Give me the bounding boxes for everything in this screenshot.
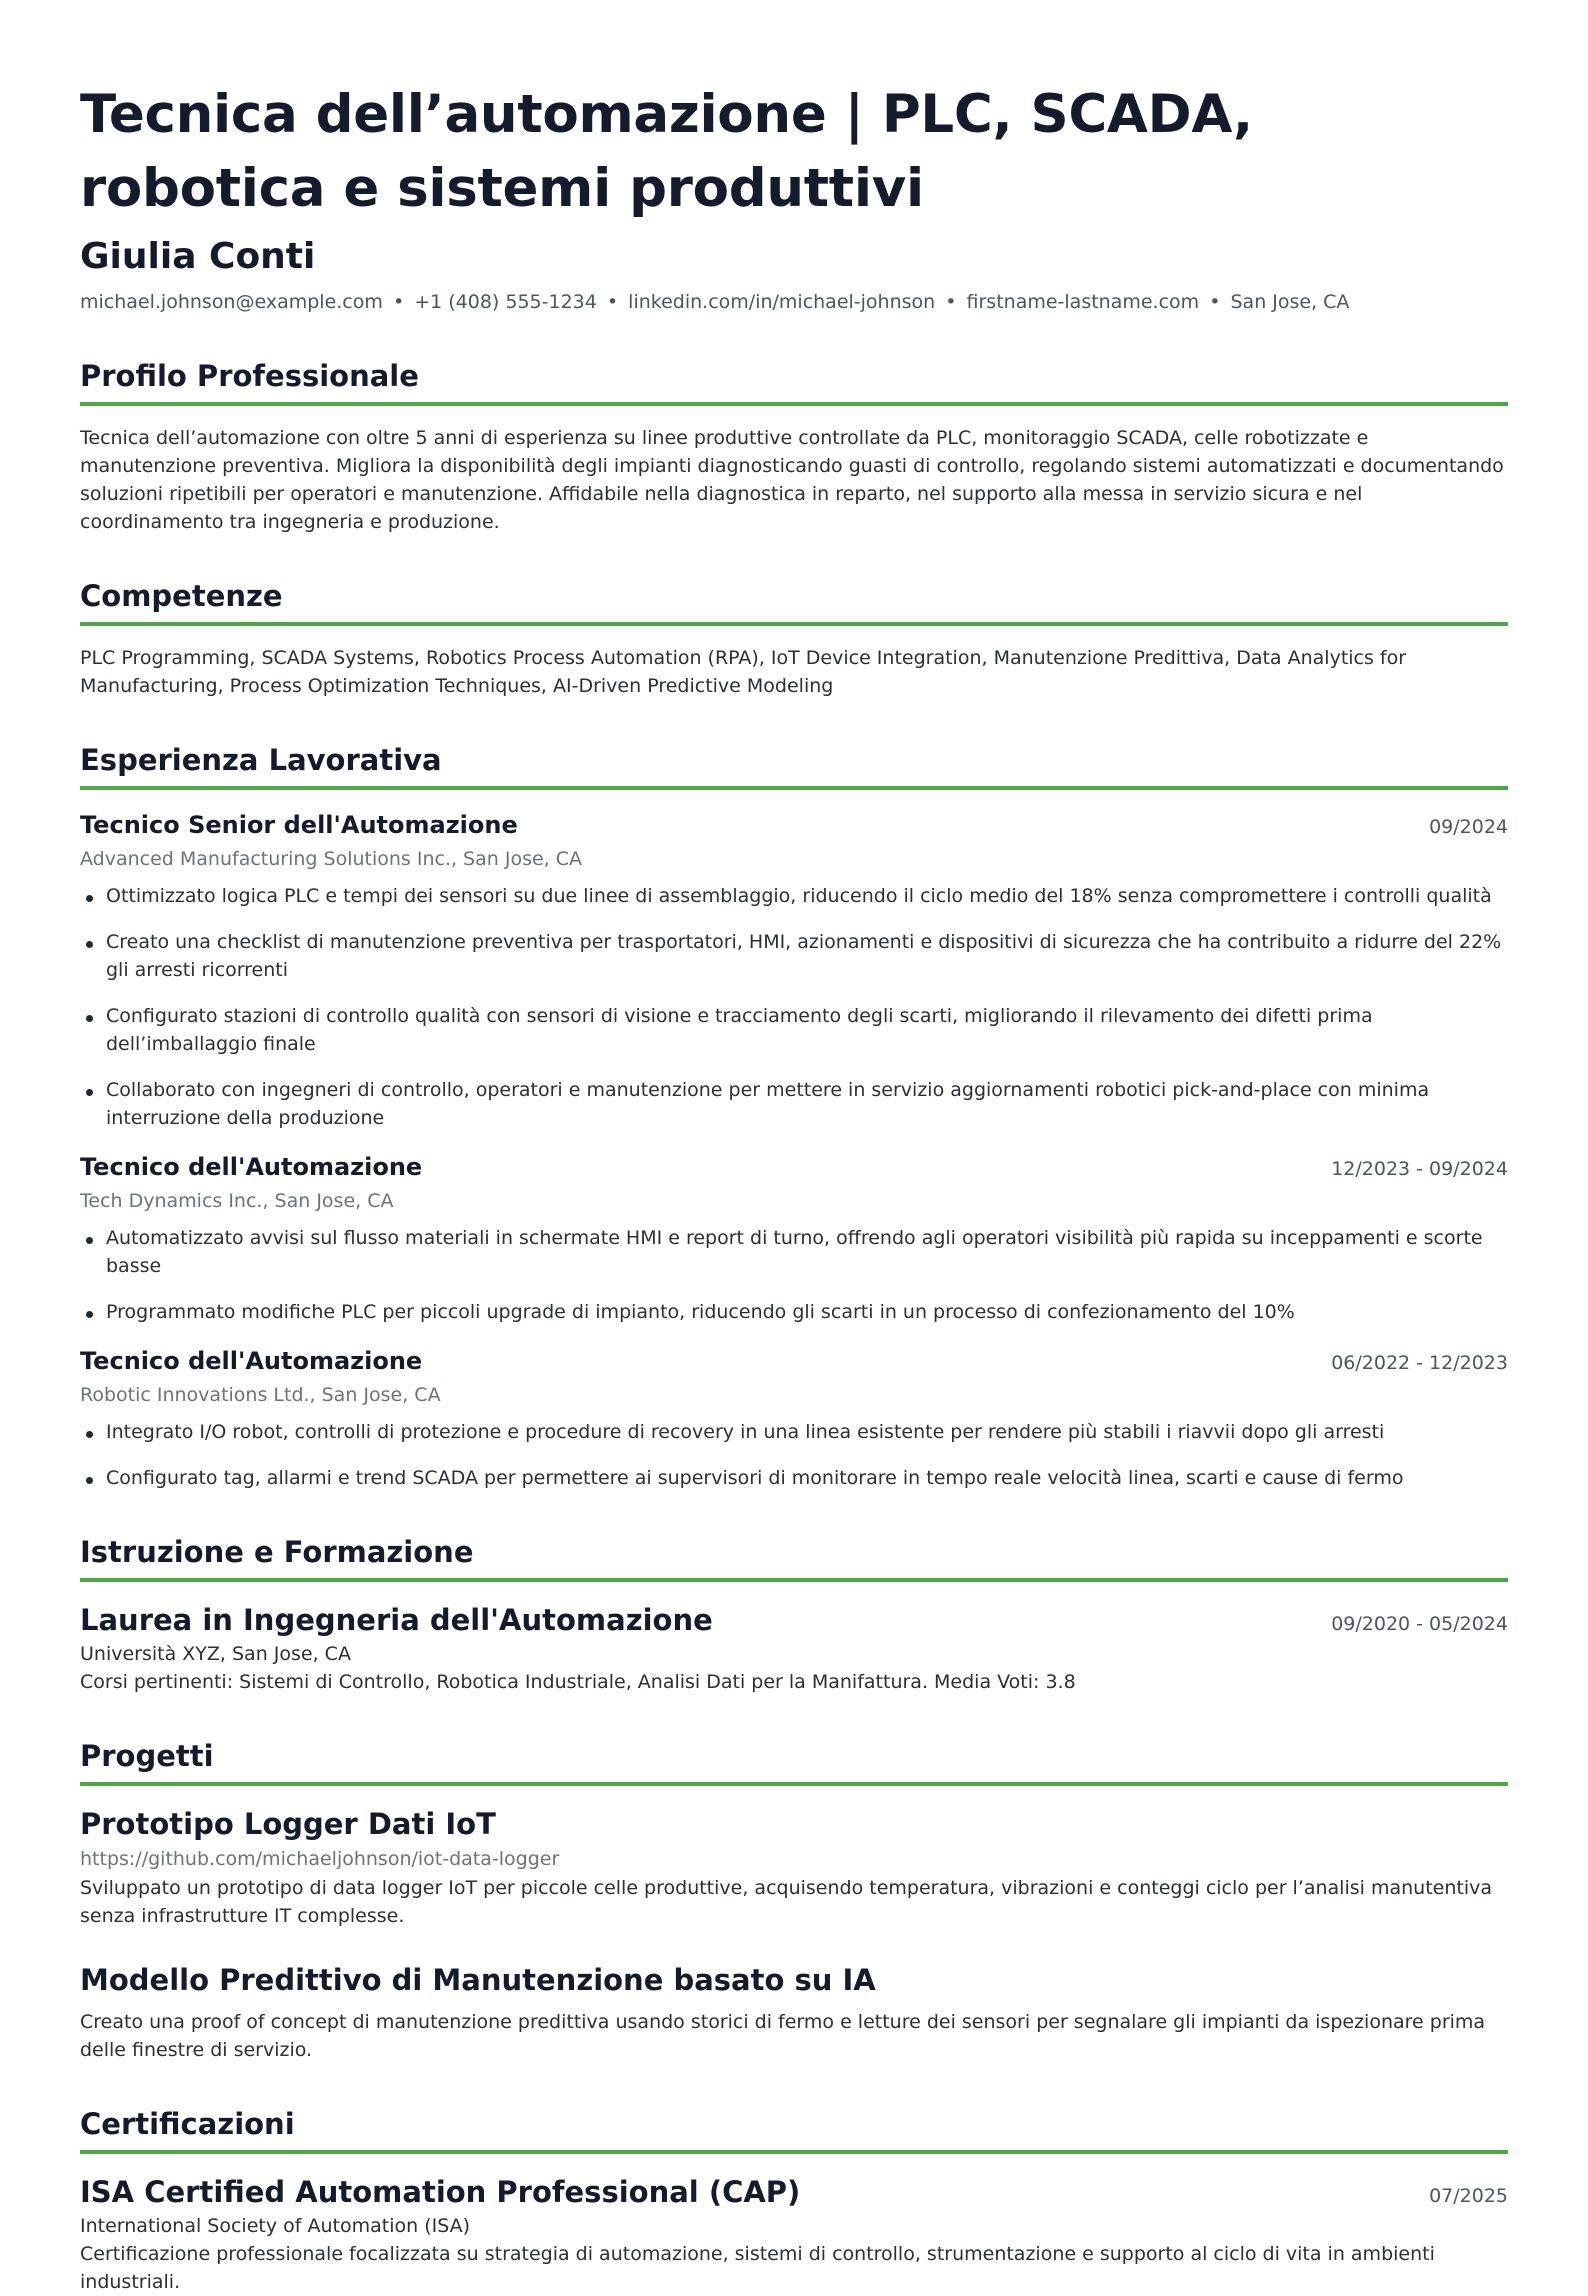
profile-text: Tecnica dell’automazione con oltre 5 anni di esperienza su linee produttive controllate da PLC, monitoraggio SCADA, celle robotizzate e manutenzione preventiva. Migliora la disponibilità degli impianti diagnosticando guasti di controllo, regolando sistemi automatizzati e documentando soluzioni ripetibili per operatori e manutenzione. Affidabile nella diagnostica in reparto, nel supporto alla messa in servizio sicura e nel coordinamento tra ingegneria e produzione. [80,427,1504,533]
school-name: Università XYZ, San Jose, CA [80,1643,351,1665]
projects-section [80,1736,1508,2064]
bullet-icon [86,1237,93,1244]
section-heading: Esperienza Lavorativa [80,740,1508,790]
list-item: Collaborato con ingegneri di controllo, operatori e manutenzione per mettere in servizio aggiornamenti robotici pick-and-place con minima interruzione della produzione [80,1076,1508,1132]
candidate-name: Giulia Conti [80,236,316,277]
education-details: Corsi pertinenti: Sistemi di Controllo, Robotica Industriale, Analisi Dati per la Manifattura. Media Voti: 3.8 [80,1671,1076,1693]
certification-title: ISA Certified Automation Professional (CAP) [80,2175,801,2209]
job-entry [80,1150,1508,1326]
list-item: Configurato tag, allarmi e trend SCADA per permettere ai supervisori di monitorare in tempo reale velocità linea, scarti e cause di fermo [80,1464,1508,1492]
bullet-icon [86,1089,93,1096]
separator: • [1209,291,1221,313]
list-item: Automatizzato avvisi sul flusso materiali in schermate HMI e report di turno, offrendo agli operatori visibilità più rapida su inceppamenti e scorte basse [80,1224,1508,1280]
certification-issuer: International Society of Automation (ISA) [80,2215,471,2237]
bullet-icon [86,1477,93,1484]
job-bullets [80,1418,1508,1492]
job-date: 12/2023 - 09/2024 [1331,1158,1508,1180]
certification-description: Certificazione professionale focalizzata su strategia di automazione, sistemi di controllo, strumentazione e supporto al ciclo di vita in ambienti industriali. [80,2243,1435,2293]
project-description: Sviluppato un prototipo di data logger IoT per piccole celle produttive, acquisendo temperatura, vibrazioni e conteggi ciclo per l’analisi manutentiva senza infrastrutture IT complesse. [80,1877,1492,1927]
website-link[interactable]: firstname-lastname.com [966,291,1200,313]
job-title: Tecnico dell'Automazione [80,1153,423,1181]
bullet-icon [86,1431,93,1438]
project-title: Prototipo Logger Dati IoT [80,1807,496,1841]
bullet-icon [86,941,93,948]
project-title: Modello Predittivo di Manutenzione basato su IA [80,1963,876,1997]
resume-page [80,78,1508,2296]
job-company: Robotic Innovations Ltd., San Jose, CA [80,1384,441,1406]
location: San Jose, CA [1230,291,1350,313]
degree-title: Laurea in Ingegneria dell'Automazione [80,1603,713,1637]
section-heading: Istruzione e Formazione [80,1532,1508,1582]
separator: • [945,291,957,313]
section-heading: Progetti [80,1736,1508,1786]
project-link[interactable]: https://github.com/michaeljohnson/iot-data-logger [80,1848,560,1870]
list-item: Programmato modifiche PLC per piccoli upgrade di impianto, riducendo gli scarti in un processo di confezionamento del 10% [80,1298,1508,1326]
bullet-icon [86,895,93,902]
project-entry [80,1960,1508,2064]
education-date: 09/2020 - 05/2024 [1331,1613,1508,1635]
job-entry [80,808,1508,1132]
phone-number[interactable]: +1 (408) 555-1234 [414,291,597,313]
certifications-section [80,2104,1508,2296]
experience-section [80,740,1508,1492]
certification-date: 07/2025 [1429,2185,1508,2207]
contact-line [80,288,1508,316]
education-section [80,1532,1508,1696]
list-item: Integrato I/O robot, controlli di protezione e procedure di recovery in una linea esistente per rendere più stabili i riavvii dopo gli arresti [80,1418,1508,1446]
linkedin-link[interactable]: linkedin.com/in/michael-johnson [628,291,936,313]
project-description: Creato una proof of concept di manutenzione predittiva usando storici di fermo e letture dei sensori per segnalare gli impianti da ispezionare prima delle finestre di servizio. [80,2011,1486,2061]
separator: • [392,291,405,313]
job-bullets [80,882,1508,1132]
job-entry [80,1344,1508,1492]
job-bullets [80,1224,1508,1326]
section-heading: Competenze [80,576,1508,626]
job-date: 06/2022 - 12/2023 [1331,1352,1508,1374]
profile-section [80,356,1508,536]
separator: • [606,291,619,313]
project-entry [80,1804,1508,1930]
bullet-icon [86,1311,93,1318]
section-heading: Profilo Professionale [80,356,1508,406]
certification-entry [80,2172,1508,2296]
email-link[interactable]: michael.johnson@example.com [80,291,383,313]
skills-section [80,576,1508,700]
list-item: Ottimizzato logica PLC e tempi dei sensori su due linee di assemblaggio, riducendo il ciclo medio del 18% senza compromettere i controlli qualità [80,882,1508,910]
job-title: Tecnico dell'Automazione [80,1347,423,1375]
job-date: 09/2024 [1429,816,1508,838]
document-title: Tecnica dell’automazione | PLC, SCADA, robotica e sistemi produttivi [80,84,1253,219]
bullet-icon [86,1015,93,1022]
skills-text: PLC Programming, SCADA Systems, Robotics Process Automation (RPA), IoT Device Integration, Manutenzione Predittiva, Data Analytics for Manufacturing, Process Optimization Techniques, AI-Driven Predictive Modeling [80,647,1407,697]
job-title: Tecnico Senior dell'Automazione [80,811,518,839]
job-company: Advanced Manufacturing Solutions Inc., San Jose, CA [80,848,583,870]
list-item: Creato una checklist di manutenzione preventiva per trasportatori, HMI, azionamenti e dispositivi di sicurezza che ha contribuito a ridurre del 22% gli arresti ricorrenti [80,928,1508,984]
section-heading: Certificazioni [80,2104,1508,2154]
list-item: Configurato stazioni di controllo qualità con sensori di visione e tracciamento degli scarti, migliorando il rilevamento dei difetti prima dell’imballaggio finale [80,1002,1508,1058]
job-company: Tech Dynamics Inc., San Jose, CA [80,1190,394,1212]
